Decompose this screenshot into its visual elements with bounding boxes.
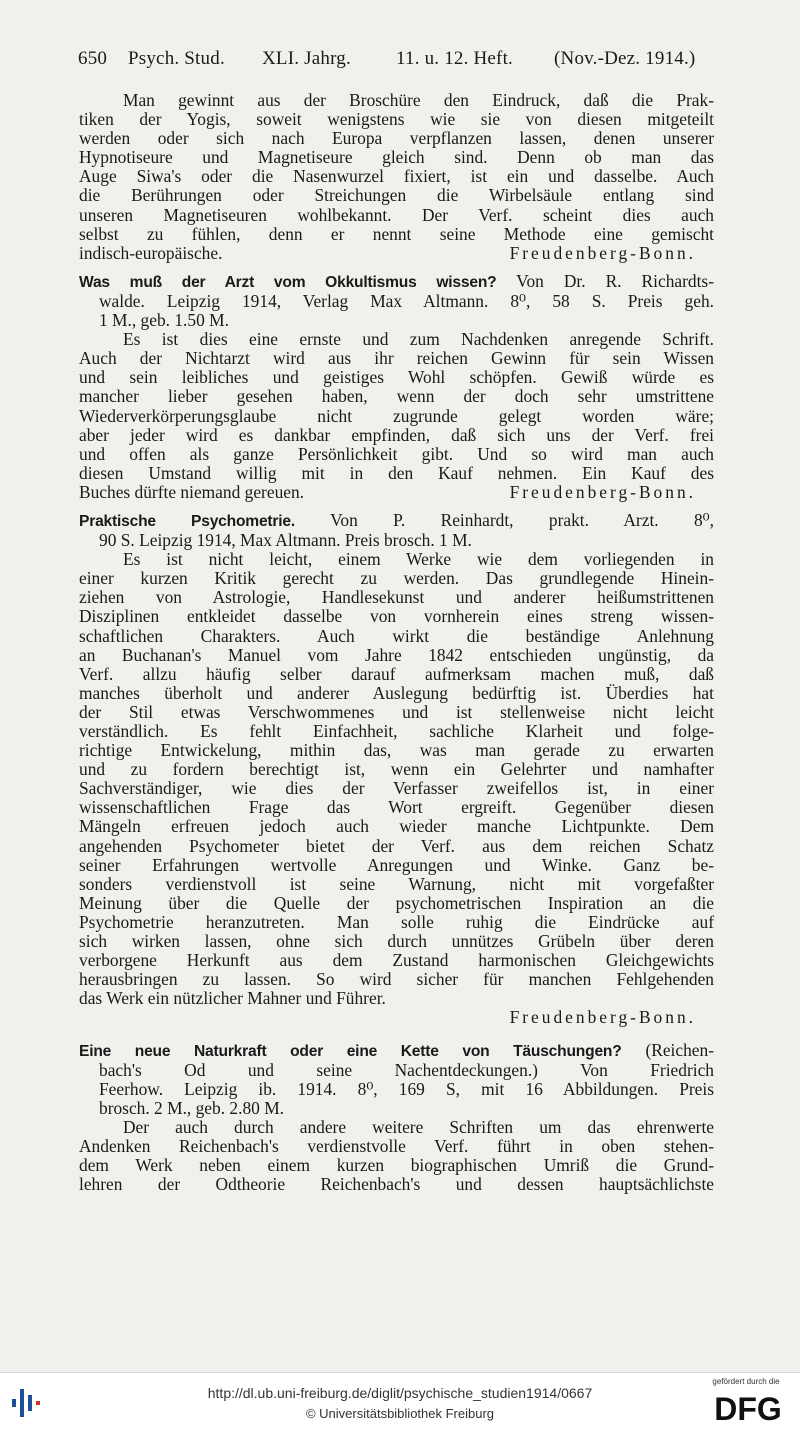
bibliographic-line: Feerhow. Leipzig ib. 1914. 8⁰, 169 S, mit 16 Abbildungen. Preis xyxy=(99,1078,714,1099)
bibliographic-line: bach's Od und seine Nachentdeckungen.) Von Friedrich xyxy=(99,1059,714,1080)
page-body xyxy=(79,91,714,1194)
text-line: Hypnotiseure und Magnetiseure gleich sind. Denn ob man das xyxy=(79,147,714,168)
viewer-footer xyxy=(0,1372,800,1429)
text-line: indisch-europäische. xyxy=(79,242,223,263)
book-title: Eine neue Naturkraft oder eine Kette von Täuschungen? xyxy=(79,1042,622,1060)
text-line: und zu fordern berechtigt ist, wenn ein Gelehrter und namhafter xyxy=(79,759,714,780)
text-line: Der auch durch andere weitere Schriften um das ehrenwerte xyxy=(123,1116,714,1137)
text-line: selbst zu fühlen, denn er nennt seine Methode eine gemischt xyxy=(79,223,714,244)
review-entry xyxy=(79,511,714,1028)
text-line: wissenschaftlichen Frage das Wort ergreift. Gegenüber diesen xyxy=(79,797,714,818)
book-title: Praktische Psychometrie. xyxy=(79,512,296,530)
reviewer-signature: Freudenberg-Bonn. xyxy=(509,1007,696,1028)
text-line: der Stil etwas Verschwommenes und ist stellenweise nicht leicht xyxy=(79,701,714,722)
review-paragraph xyxy=(79,91,714,263)
bibliographic-line: 90 S. Leipzig 1914, Max Altmann. Preis brosch. 1 M. xyxy=(99,530,472,551)
reviewer-signature: Freudenberg-Bonn. xyxy=(509,242,696,263)
volume: XLI. Jahrg. xyxy=(262,48,351,69)
text-line: richtige Entwickelung, mithin das, was man gerade zu erwarten xyxy=(79,740,714,761)
text-line: Auch der Nichtarzt wird aus ihr reichen Gewinn für sein Wissen xyxy=(79,348,714,369)
entry-heading-line xyxy=(79,1041,714,1061)
text-line: sonders verdienstvoll ist seine Warnung, nicht mit vorgefaßter xyxy=(79,873,714,894)
bibliographic-line: brosch. 2 M., geb. 2.80 M. xyxy=(99,1097,285,1118)
text-line: schaftlichen Charakters. Auch wirkt die beständige Anlehnung xyxy=(79,625,714,646)
text-line: Verf. allzu häufig selber darauf aufmerksam machen muß, daß xyxy=(79,663,714,684)
book-author: Von P. Reinhardt, prakt. Arzt. 8⁰, xyxy=(330,509,714,530)
review-entry xyxy=(79,272,714,502)
text-line: Andenken Reichenbach's verdienstvolle Verf. führt in oben stehen- xyxy=(79,1135,714,1156)
copyright-notice: © Universitätsbibliothek Freiburg xyxy=(305,1406,495,1421)
text-line: verständlich. Es fehlt Einfachheit, sachliche Klarheit und folge- xyxy=(79,721,714,741)
text-line: herausbringen zu lassen. So wird sicher für manchen Fehlgehenden xyxy=(79,969,714,990)
text-line: seiner Erfahrungen wertvolle Anregungen und Winke. Ganz be- xyxy=(79,854,714,875)
text-line: Auge Siwa's oder die Nasenwurzel fixiert, ist ein und dasselbe. Auch xyxy=(79,166,714,187)
text-line: verborgene Herkunft aus dem Zustand harmonischen Gleichgewichts xyxy=(79,950,714,971)
text-line: an Buchanan's Manuel vom Jahre 1842 entschieden ungünstig, da xyxy=(79,644,714,665)
entry-heading-line xyxy=(79,272,714,292)
funding-note: gefördert durch die xyxy=(712,1377,780,1386)
text-line: einer kurzen Kritik gerecht zu werden. Das grundlegende Hinein- xyxy=(79,568,714,589)
text-line: aber jeder wird es dankbar empfinden, daß sich uns der Verf. frei xyxy=(79,424,714,445)
text-line: werden oder sich nach Europa verpflanzen lassen, denen unserer xyxy=(79,128,714,149)
document-url[interactable]: http://dl.ub.uni-freiburg.de/diglit/psychische_studien1914/0667 xyxy=(207,1385,593,1401)
journal-name: Psych. Stud. xyxy=(128,48,225,69)
review-entry xyxy=(79,1041,714,1195)
text-line: manches überholt und anderer Auslegung bedürftig ist. Überdies hat xyxy=(79,682,714,703)
book-title: Was muß der Arzt vom Okkultismus wissen? xyxy=(79,273,497,291)
issue: 11. u. 12. Heft. xyxy=(396,48,514,69)
text-line: dem Werk neben einem kurzen biographischen Umriß die Grund- xyxy=(79,1155,714,1176)
text-line: mancher lieber gesehen haben, wenn der doch sehr umstrittene xyxy=(79,386,714,407)
text-line: sich wirken lassen, ohne sich durch unnützes Grübeln über deren xyxy=(79,931,714,952)
text-line: das Werk ein nützlicher Mahner und Führer. xyxy=(79,988,386,1009)
reviewer-signature: Freudenberg-Bonn. xyxy=(509,481,696,502)
text-line: Psychometrie heranzutreten. Man solle ruhig die Eindrücke auf xyxy=(79,911,714,932)
dfg-logo-text: DFG xyxy=(714,1391,782,1425)
dfg-logo xyxy=(700,1377,792,1427)
dfg-logo-icon xyxy=(706,1391,790,1425)
text-line: Wiederverkörperungsglaube nicht zugrunde gelegt worden wäre; xyxy=(79,405,714,426)
text-line: Mängeln erfreuen jedoch auch wieder manche Lichtpunkte. Dem xyxy=(79,816,714,837)
text-line: tiken der Yogis, soweit wenigstens wie sie von diesen mitgeteilt xyxy=(79,109,714,130)
text-line: lehren der Odtheorie Reichenbach's und dessen hauptsächlichste xyxy=(79,1174,714,1195)
text-line: Meinung über die Quelle der psychometrischen Inspiration an die xyxy=(79,892,714,913)
text-line: unseren Magnetiseuren wohlbekannt. Der Verf. scheint dies auch xyxy=(79,204,714,225)
text-line: und offen als ganze Persönlichkeit gibt. Und so wird man auch xyxy=(79,443,714,464)
text-line: Buches dürfte niemand gereuen. xyxy=(79,481,305,502)
text-line: Es ist dies eine ernste und zum Nachdenken anregende Schrift. xyxy=(123,329,714,350)
text-line: angehenden Psychometer bietet der Verf. aus dem reichen Schatz xyxy=(79,835,714,856)
page-number: 650 xyxy=(78,48,108,69)
text-line: Man gewinnt aus der Broschüre den Eindruck, daß die Prak- xyxy=(123,90,714,110)
text-line: und sein leibliches und geistiges Wohl schöpfen. Gewiß würde es xyxy=(79,367,714,388)
text-line: diesen Umstand willig mit in den Kauf nehmen. Ein Kauf des xyxy=(79,462,714,483)
text-line: die Berührungen oder Streichungen die Wirbelsäule entlang sind xyxy=(79,185,714,206)
book-author: Von Dr. R. Richardts- xyxy=(516,270,714,291)
text-line: Disziplinen entkleidet dasselbe von vornherein eines streng wissen- xyxy=(79,606,714,627)
running-header xyxy=(78,48,718,74)
book-subtitle: (Reichen- xyxy=(645,1039,714,1060)
bibliographic-line: 1 M., geb. 1.50 M. xyxy=(99,310,229,331)
entry-heading-line xyxy=(79,511,714,531)
text-line: Sachverständiger, wie dies der Verfasser zweifellos ist, in einer xyxy=(79,778,714,799)
bibliographic-line: walde. Leipzig 1914, Verlag Max Altmann. 8⁰, 58 S. Preis geh. xyxy=(99,290,714,311)
issue-date: (Nov.-Dez. 1914.) xyxy=(554,48,696,69)
text-line: ziehen von Astrologie, Handlesekunst und anderer heißumstrittenen xyxy=(79,587,714,608)
text-line: Es ist nicht leicht, einem Werke wie dem vorliegenden in xyxy=(123,549,714,570)
